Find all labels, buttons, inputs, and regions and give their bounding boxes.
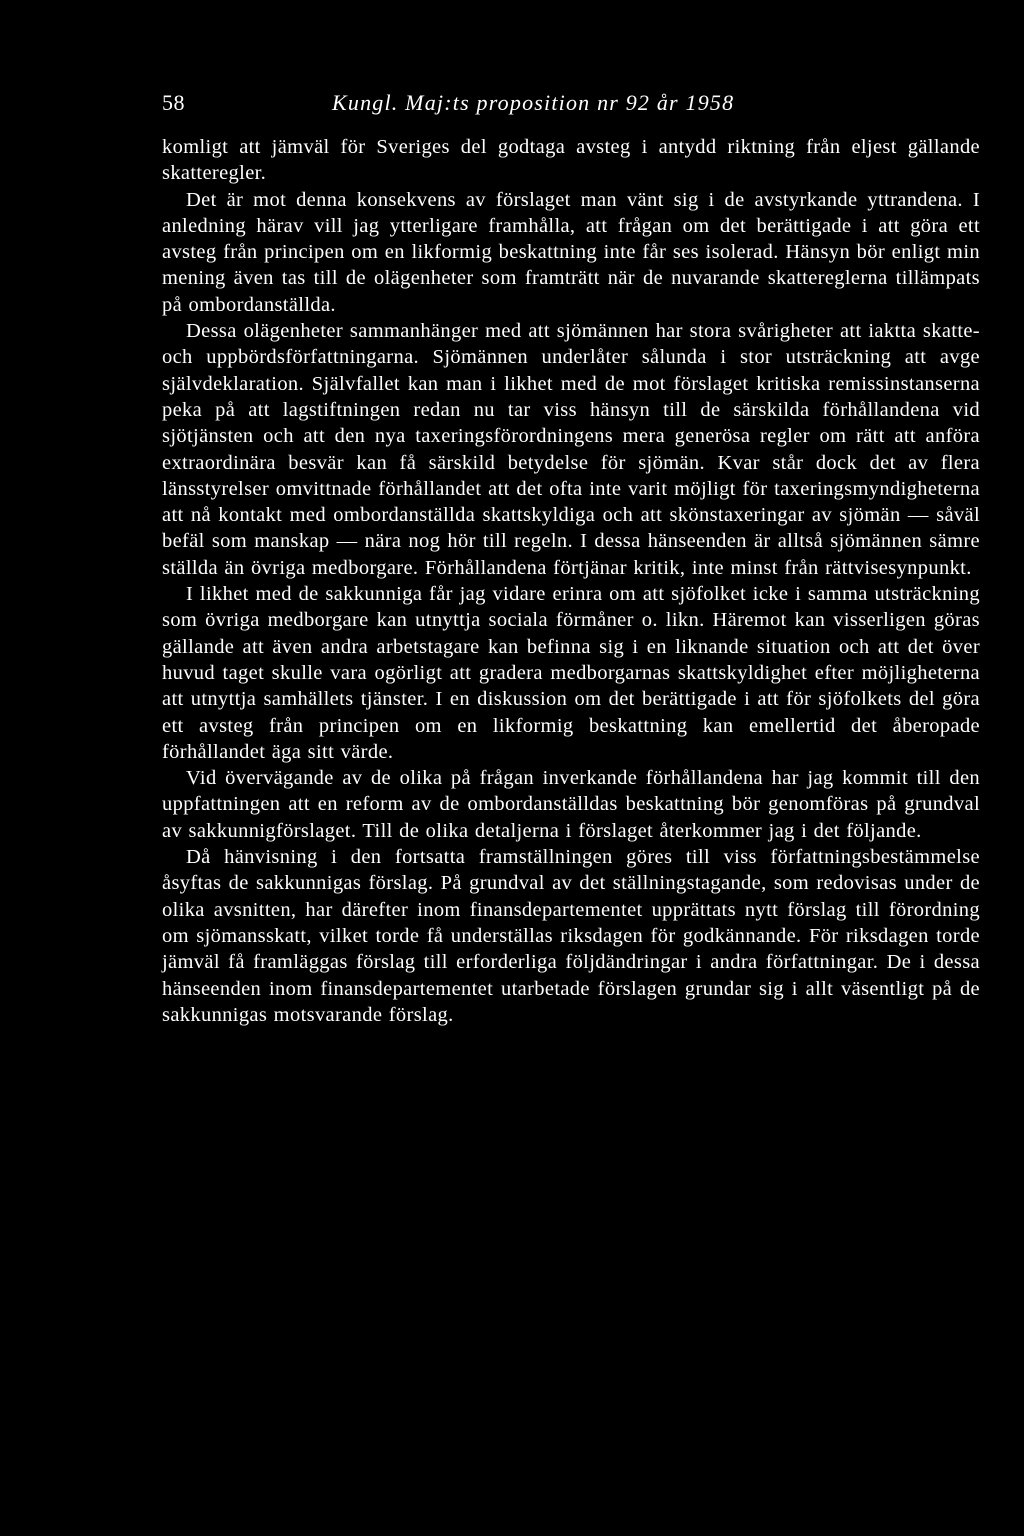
paragraph: Dessa olägenheter sammanhänger med att sjömännen har stora svårigheter att iaktta skatte- och uppbördsförfattningarna. Sjömännen underlåter sålunda i stor utsträckning att avge självdeklaration. Självfallet kan man i likhet med de mot förslaget kritiska remissinstanserna peka på att lagstiftningen redan nu tar viss hänsyn till de särskilda förhållandena vid sjötjänsten och att den nya taxeringsförordningens mera generösa regler om rätt att anföra extraordinära besvär kan få särskild betydelse för sjömän. Kvar står dock det av flera länsstyrelser omvittnade förhållandet att det ofta inte varit möjligt för taxeringsmyndigheterna att nå kontakt med ombordanställda skattskyldiga och att skönstaxeringar av sjömän — såväl befäl som manskap — nära nog hör till regeln. I dessa hänseenden är alltså sjömännen sämre ställda än övriga medborgare. Förhållandena förtjänar kritik, inte minst från rättvisesynpunkt. (162, 320, 980, 579)
document-page (162, 88, 980, 1028)
running-header (162, 88, 980, 118)
paragraph: I likhet med de sakkunniga får jag vidare erinra om att sjöfolket icke i samma utsträckning som övriga medborgare kan utnyttja sociala förmåner o. likn. Häremot kan visserligen göras gällande att även andra arbetstagare kan befinna sig i en liknande situation och att det över huvud taget skulle vara ogörligt att gradera medborgarnas skattskyldighet efter möjligheterna att utnyttja samhällets tjänster. I en diskussion om det berättigade i att för sjöfolkets del göra ett avsteg från principen om en likformig beskattning kan emellertid det åberopade förhållandet äga sitt värde. (162, 583, 980, 763)
paragraph-continuation: komligt att jämväl för Sveriges del godtaga avsteg i antydd riktning från eljest gällande skatteregler. (162, 136, 980, 185)
body-text (162, 134, 980, 1028)
page-number: 58 (162, 90, 185, 115)
paragraph: Då hänvisning i den fortsatta framställningen göres till viss författningsbestämmelse åsyftas de sakkunnigas förslag. På grundval av det ställningstagande, som redovisas under de olika avsnitten, har därefter inom finansdepartementet upprättats nytt förslag till förordning om sjömansskatt, vilket torde få underställas riksdagen för godkännande. För riksdagen torde jämväl få framläggas förslag till erforderliga följdändringar i andra författningar. De i dessa hänseenden inom finansdepartementet utarbetade förslagen grundar sig i allt väsentligt på de sakkunnigas motsvarande förslag. (162, 846, 980, 1026)
running-title: Kungl. Maj:ts proposition nr 92 år 1958 (332, 90, 735, 115)
paragraph: Det är mot denna konsekvens av förslaget man vänt sig i de avstyrkande yttrandena. I anledning härav vill jag ytterligare framhålla, att frågan om det berättigade i att göra ett avsteg från principen om en likformig beskattning inte får ses isolerad. Hänsyn bör enligt min mening även tas till de olägenheter som framträtt när de nuvarande skattereglerna tillämpats på ombordanställda. (162, 188, 980, 316)
paragraph: Vid övervägande av de olika på frågan inverkande förhållandena har jag kommit till den uppfattningen att en reform av de ombordanställdas beskattning bör genomföras på grundval av sakkunnigförslaget. Till de olika detaljerna i förslaget återkommer jag i det följande. (162, 767, 980, 842)
